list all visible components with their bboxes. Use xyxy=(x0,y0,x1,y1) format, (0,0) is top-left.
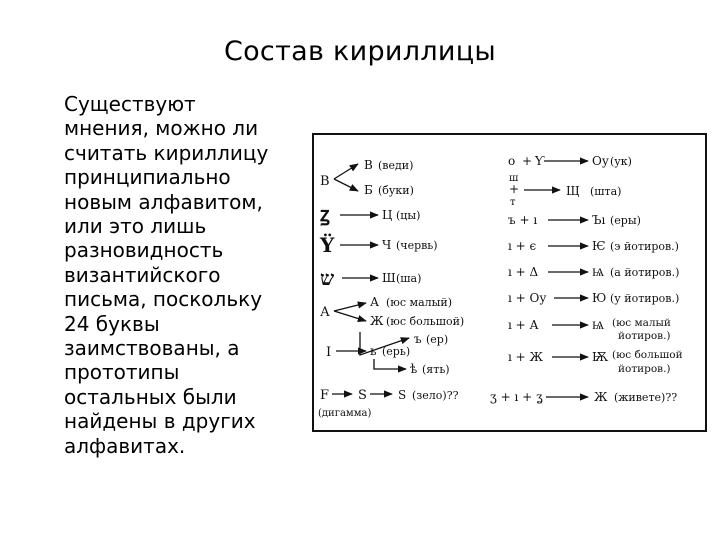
zhivete-name: (живете)?? xyxy=(614,391,678,404)
uk-name: (ук) xyxy=(610,155,632,168)
source-letter-b: В xyxy=(320,174,330,189)
letter-ery: ь xyxy=(370,344,377,358)
source-letter-shin: ש xyxy=(320,266,335,290)
ie-formula: ı + є xyxy=(508,239,537,253)
arrow xyxy=(334,311,366,321)
iyus-small-name-2: йотиров.) xyxy=(618,330,671,342)
letter-sha-name: (ша) xyxy=(396,272,422,285)
letter-tsy-name: (цы) xyxy=(396,209,421,222)
letter-cherv: Ч xyxy=(382,238,392,252)
body-line: византийского xyxy=(64,262,221,287)
arrow xyxy=(334,303,366,311)
iyus-big-formula: ı + Ж xyxy=(508,350,544,364)
digamma-caption: (дигамма) xyxy=(318,408,372,419)
source-letter-a: А xyxy=(320,305,330,320)
letter-cherv-name: (червь) xyxy=(396,239,438,252)
letter-buki: Б xyxy=(364,183,373,197)
source-letter-tsade: ꙁ xyxy=(320,202,330,226)
uk-plus: + xyxy=(522,154,533,168)
letter-veli-name: (веди) xyxy=(378,159,414,172)
arrow xyxy=(334,164,358,179)
letter-tsy: Ц xyxy=(382,208,393,222)
source-letter-s: S xyxy=(358,388,367,403)
letter-er: ъ xyxy=(414,332,422,346)
letter-yus-big-name: (юс большой) xyxy=(386,315,465,328)
letter-yus-small: А xyxy=(370,295,380,309)
body-line: разновидность xyxy=(64,238,224,263)
uk-result: Оу xyxy=(592,154,609,168)
letter-veli: В xyxy=(364,158,373,172)
iyus-big-result: Ѭ xyxy=(592,350,609,364)
ery-name: (еры) xyxy=(610,214,641,227)
alphabet-origin-diagram xyxy=(314,135,709,434)
iu-result: Ю xyxy=(592,291,607,305)
alphabet-origin-table xyxy=(312,133,707,432)
body-line: Существуют xyxy=(64,92,196,116)
iyus-small-result: Ѩ xyxy=(592,318,605,332)
letter-yat: ѣ xyxy=(410,362,418,376)
ery-result: Ъı xyxy=(592,213,606,227)
iyus-big-name-2: йотиров.) xyxy=(618,363,671,375)
iyus-small-formula: ı + А xyxy=(508,318,539,332)
letter-yus-small-name: (юс малый) xyxy=(386,296,453,309)
letter-yat-name: (ять) xyxy=(422,363,450,376)
letter-buki-name: (буки) xyxy=(378,184,414,197)
source-letter-koppa: Ϋ xyxy=(320,233,335,257)
source-letter-i: I xyxy=(326,345,332,360)
body-line: письма, поскольку xyxy=(64,287,263,312)
iu-name: (у йотиров.) xyxy=(610,292,680,305)
shta-plus: + xyxy=(509,182,520,196)
ie-name: (э йотиров.) xyxy=(610,240,679,253)
arrow xyxy=(334,179,358,191)
shta-result: Щ xyxy=(566,184,580,198)
body-line: или это лишь xyxy=(64,214,207,239)
zhivete-result: Ж xyxy=(594,390,608,404)
letter-ery-name: (ерь) xyxy=(382,345,411,358)
slide-title: Состав кириллицы xyxy=(223,36,497,67)
body-line: прототипы xyxy=(64,360,180,385)
ia-formula: ı + Δ xyxy=(508,265,539,279)
ia-result: Ѩ xyxy=(592,265,605,279)
shta-name: (шта) xyxy=(590,185,622,198)
iu-formula: ı + Оу xyxy=(508,291,547,305)
ia-name: (а йотиров.) xyxy=(610,266,680,279)
ery-formula: ъ + ı xyxy=(508,213,538,227)
body-line: принципиально xyxy=(64,165,231,190)
uk-y: Ƴ xyxy=(535,154,544,168)
uk-o: о xyxy=(508,154,516,168)
body-line: заимствованы, а xyxy=(64,336,240,361)
body-line: остальных были xyxy=(64,384,237,409)
body-line: 24 буквы xyxy=(64,311,160,336)
body-line: найдены в других xyxy=(64,409,256,434)
ie-result: Ѥ xyxy=(592,239,606,253)
letter-sha: Ш xyxy=(382,271,396,285)
zhivete-formula: ʒ + ı + ʓ xyxy=(490,390,543,404)
body-line: алфавитах. xyxy=(64,433,186,458)
letter-zelo-name: (зело)?? xyxy=(412,389,459,402)
iyus-big-name: (юс большой xyxy=(612,349,683,361)
shta-bottom: т xyxy=(510,197,516,208)
body-line: новым алфавитом, xyxy=(64,189,263,214)
shta-top: ш xyxy=(509,173,519,184)
source-letter-f: F xyxy=(320,388,330,403)
letter-er-name: (ер) xyxy=(426,333,449,346)
body-paragraph xyxy=(64,92,314,458)
letter-yus-big: Ж xyxy=(370,314,384,328)
iyus-small-name: (юс малый xyxy=(612,317,671,329)
arrow xyxy=(374,359,406,369)
body-line: мнения, можно ли xyxy=(64,116,259,141)
letter-zelo: S xyxy=(398,388,407,402)
body-line: считать кириллицу xyxy=(64,140,269,165)
